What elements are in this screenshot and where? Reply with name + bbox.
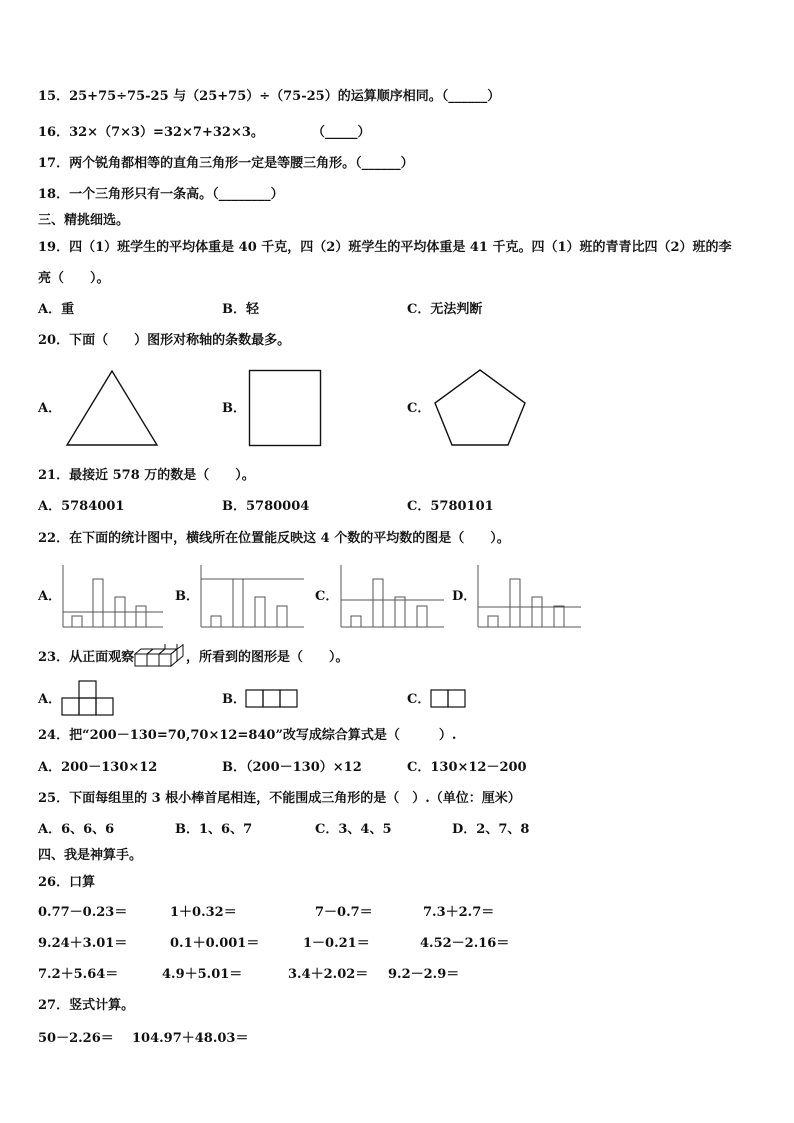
q19-option-a: A．重 xyxy=(38,302,75,317)
q22-label-c: C． xyxy=(315,589,339,604)
q22-label-b: B． xyxy=(175,589,199,604)
question-19-line1: 19．四（1）班学生的平均体重是 40 千克，四（2）班学生的平均体重是 41 千克。四（1）班的青青比四（2）班的李 xyxy=(38,240,732,255)
triangle-figure xyxy=(64,368,160,448)
calc-item: 4.9＋5.01＝ xyxy=(162,967,243,982)
view-figure-c xyxy=(430,689,467,709)
question-15: 15．25+75÷75-25 与（25+75）÷（75-25）的运算顺序相同。（______） xyxy=(38,89,501,104)
bar-chart-d xyxy=(475,563,583,629)
calc-item: 4.52－2.16＝ xyxy=(420,936,510,951)
q24-option-a: A．200－130×12 xyxy=(38,760,158,775)
question-23-before: 23．从正面观察 xyxy=(38,650,135,665)
question-18: 18．一个三角形只有一条高。（________） xyxy=(38,187,284,202)
pentagon-figure xyxy=(432,367,528,449)
calc-item: 0.77－0.23＝ xyxy=(38,905,128,920)
question-26-title: 26．口算 xyxy=(38,875,96,890)
calc-item: 1＋0.32＝ xyxy=(170,905,237,920)
question-16: 16．32×（7×3）=32×7+32×3。 xyxy=(38,125,264,140)
question-27-title: 27．竖式计算。 xyxy=(38,998,135,1013)
view-figure-b xyxy=(245,689,299,709)
q25-option-a: A．6、6、6 xyxy=(38,822,115,837)
q25-option-b: B．1、6、7 xyxy=(175,822,253,837)
question-22: 22．在下面的统计图中，横线所在位置能反映这 4 个数的平均数的图是（ ）。 xyxy=(38,531,510,546)
question-21: 21．最接近 578 万的数是（ ）。 xyxy=(38,468,255,483)
q25-option-d: D．2、7、8 xyxy=(452,822,530,837)
calc-item: 7.2＋5.64＝ xyxy=(38,967,119,982)
q21-option-b: B．5780004 xyxy=(222,499,310,514)
section-4-heading: 四、我是神算手。 xyxy=(38,848,143,863)
section-3-heading: 三、精挑细选。 xyxy=(38,213,130,228)
question-24: 24．把“200－130=70,70×12=840”改写成综合算式是（ ）. xyxy=(38,728,457,743)
calc-item: 3.4＋2.02＝ xyxy=(288,967,369,982)
cube-stack-figure xyxy=(134,644,186,672)
q19-option-c: C．无法判断 xyxy=(407,302,483,317)
view-figure-a xyxy=(61,680,115,718)
q21-option-c: C．5780101 xyxy=(407,499,494,514)
q22-label-a: A． xyxy=(38,589,62,604)
calc-item: 7－0.7＝ xyxy=(315,905,373,920)
bar-chart-a xyxy=(60,563,165,629)
question-25: 25．下面每组里的 3 根小棒首尾相连，不能围成三角形的是（ ）.（单位：厘米） xyxy=(38,791,521,806)
q22-label-d: D． xyxy=(452,589,477,604)
vertical-calc-item: 104.97＋48.03＝ xyxy=(132,1031,249,1046)
calc-item: 0.1＋0.001＝ xyxy=(170,936,260,951)
question-19-line2: 亮（ ）。 xyxy=(38,271,110,286)
question-17: 17．两个锐角都相等的直角三角形一定是等腰三角形。（______） xyxy=(38,156,414,171)
square-figure xyxy=(248,369,324,447)
bar-chart-c xyxy=(338,563,446,629)
calc-item: 9.24＋3.01＝ xyxy=(38,936,128,951)
calc-item: 1－0.21＝ xyxy=(303,936,370,951)
q20-label-c: C． xyxy=(407,401,431,416)
calc-item: 7.3＋2.7＝ xyxy=(423,905,495,920)
q23-label-a: A． xyxy=(38,692,62,707)
q20-label-a: A． xyxy=(38,401,62,416)
bar-chart-b xyxy=(198,563,306,629)
q24-option-b: B．（200－130）×12 xyxy=(222,760,362,775)
q19-option-b: B．轻 xyxy=(222,302,259,317)
q23-label-c: C． xyxy=(407,692,431,707)
question-23-after: ，所看到的图形是（ ）。 xyxy=(186,650,349,665)
q21-option-a: A．5784001 xyxy=(38,499,125,514)
question-20: 20．下面（ ）图形对称轴的条数最多。 xyxy=(38,333,291,348)
q25-option-c: C．3、4、5 xyxy=(315,822,392,837)
vertical-calc-item: 50－2.26＝ xyxy=(38,1031,114,1046)
q23-label-b: B． xyxy=(222,692,246,707)
q24-option-c: C．130×12－200 xyxy=(407,760,527,775)
q20-label-b: B． xyxy=(222,401,246,416)
question-16-blank: （_____） xyxy=(312,125,371,140)
calc-item: 9.2－2.9＝ xyxy=(388,967,460,982)
